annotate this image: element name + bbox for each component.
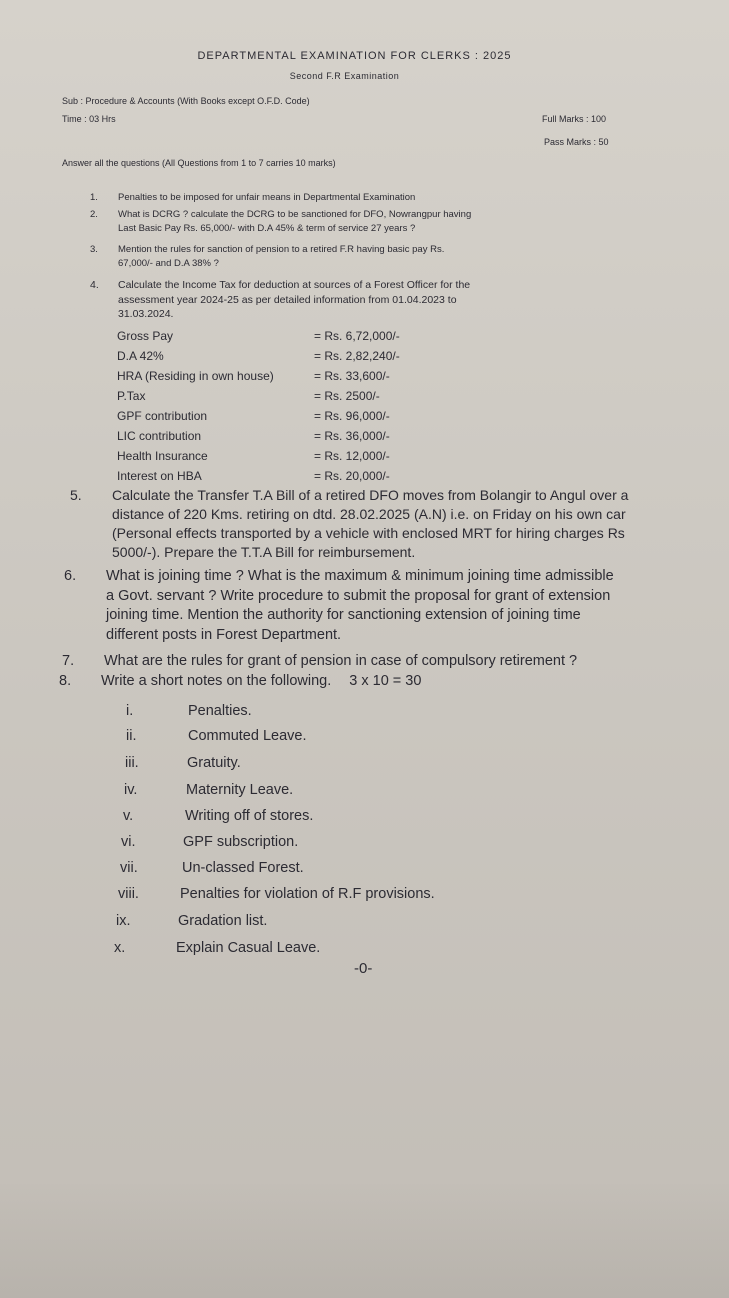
note-text: GPF subscription. [183,834,299,850]
income-label: P.Tax [117,389,146,403]
question-number: 1. [90,192,98,203]
note-text: Penalties for violation of R.F provisions. [180,886,435,902]
question-number: 3. [90,244,98,255]
question-line: joining time. Mention the authority for sanctioning extension of joining time [106,607,581,623]
question-line: distance of 220 Kms. retiring on dtd. 28.02.2025 (A.N) i.e. on Friday on his own car [112,506,626,522]
question-8 [59,672,422,691]
question-number: 6. [64,568,77,584]
question-line: Calculate the Income Tax for deduction at sources of a Forest Officer for the [118,279,471,291]
question-line: Mention the rules for sanction of pension to a retired F.R having basic pay Rs. [118,244,445,255]
instruction-line: Answer all the questions (All Questions from 1 to 7 carries 10 marks) [62,158,336,168]
question-number: 7. [62,653,75,669]
question-6 [64,567,726,645]
question-line: a Govt. servant ? Write procedure to submit the proposal for grant of extension [106,587,611,604]
note-text: Un-classed Forest. [182,860,304,876]
income-value: = Rs. 12,000/- [314,449,390,463]
question-number: 2. [90,209,98,220]
question-line: 67,000/- and D.A 38% ? [118,257,219,269]
time-line: Time : 03 Hrs [62,114,116,124]
paper-subtitle: Second F.R Examination [289,71,400,81]
end-mark: -0- [354,960,373,977]
income-label: HRA (Residing in own house) [117,369,274,383]
question-number: 5. [70,487,82,503]
subject-line: Sub : Procedure & Accounts (With Books except O.F.D. Code) [62,96,310,106]
income-value: = Rs. 6,72,000/- [314,329,400,343]
question-line: different posts in Forest Department. [106,626,342,643]
question-line: assessment year 2024-25 as per detailed information from 01.04.2023 to [118,293,457,306]
note-roman: vi. [121,834,136,850]
question-line: 31.03.2024. [118,308,174,320]
question-3 [90,243,698,270]
question-line: What is joining time ? What is the maximum & minimum joining time admissible [106,568,614,584]
income-value: = Rs. 33,600/- [314,369,390,383]
income-label: LIC contribution [117,429,202,443]
note-text: Explain Casual Leave. [176,940,321,956]
note-roman: iii. [125,755,139,771]
note-text: Gradation list. [178,913,268,929]
income-value: = Rs. 20,000/- [314,469,390,483]
income-label: Health Insurance [117,449,208,463]
income-label: Gross Pay [117,329,174,343]
question-number: 4. [90,279,99,291]
question-line: (Personal effects transported by a vehicle with enclosed MRT for hiring charges Rs [112,525,625,541]
income-value: = Rs. 36,000/- [314,429,390,443]
full-marks: Full Marks : 100 [542,114,607,124]
note-roman: i. [126,703,134,719]
marks-allocation: 3 x 10 = 30 [349,673,422,689]
note-roman: ii. [126,728,137,744]
question-line: 5000/-). Prepare the T.T.A Bill for reimbursement. [112,544,416,560]
income-label: D.A 42% [117,349,164,363]
question-text: What are the rules for grant of pension in case of compulsory retirement ? [104,653,578,669]
income-label: GPF contribution [117,409,208,423]
note-text: Writing off of stores. [185,808,314,824]
question-line: Calculate the Transfer T.A Bill of a retired DFO moves from Bolangir to Angul over a [112,487,629,503]
note-text: Gratuity. [187,755,241,771]
note-text: Commuted Leave. [188,728,307,744]
income-value: = Rs. 96,000/- [314,409,390,423]
question-1 [90,191,416,205]
paper-shadow [0,1180,729,1298]
question-line: What is DCRG ? calculate the DCRG to be sanctioned for DFO, Nowrangpur having [118,209,472,220]
note-roman: viii. [118,886,139,902]
question-line: Last Basic Pay Rs. 65,000/- with D.A 45% & term of service 27 years ? [118,222,416,234]
income-value: = Rs. 2500/- [314,389,380,403]
note-roman: v. [123,808,134,824]
note-roman: vii. [120,860,138,876]
income-value: = Rs. 2,82,240/- [314,349,400,363]
question-2 [90,208,688,235]
note-text: Penalties. [188,703,252,719]
note-text: Maternity Leave. [186,782,294,798]
income-label: Interest on HBA [117,469,202,483]
note-roman: iv. [124,782,138,798]
question-7 [62,652,578,671]
question-5 [70,486,724,562]
paper-title: DEPARTMENTAL EXAMINATION FOR CLERKS : 2025 [197,50,512,62]
note-roman: x. [114,940,126,956]
pass-marks: Pass Marks : 50 [544,137,609,147]
question-number: 8. [59,673,72,689]
question-4 [90,278,708,322]
question-text: Penalties to be imposed for unfair means in Departmental Examination [118,192,416,203]
question-text: Write a short notes on the following. [101,673,332,689]
note-roman: ix. [116,913,131,929]
